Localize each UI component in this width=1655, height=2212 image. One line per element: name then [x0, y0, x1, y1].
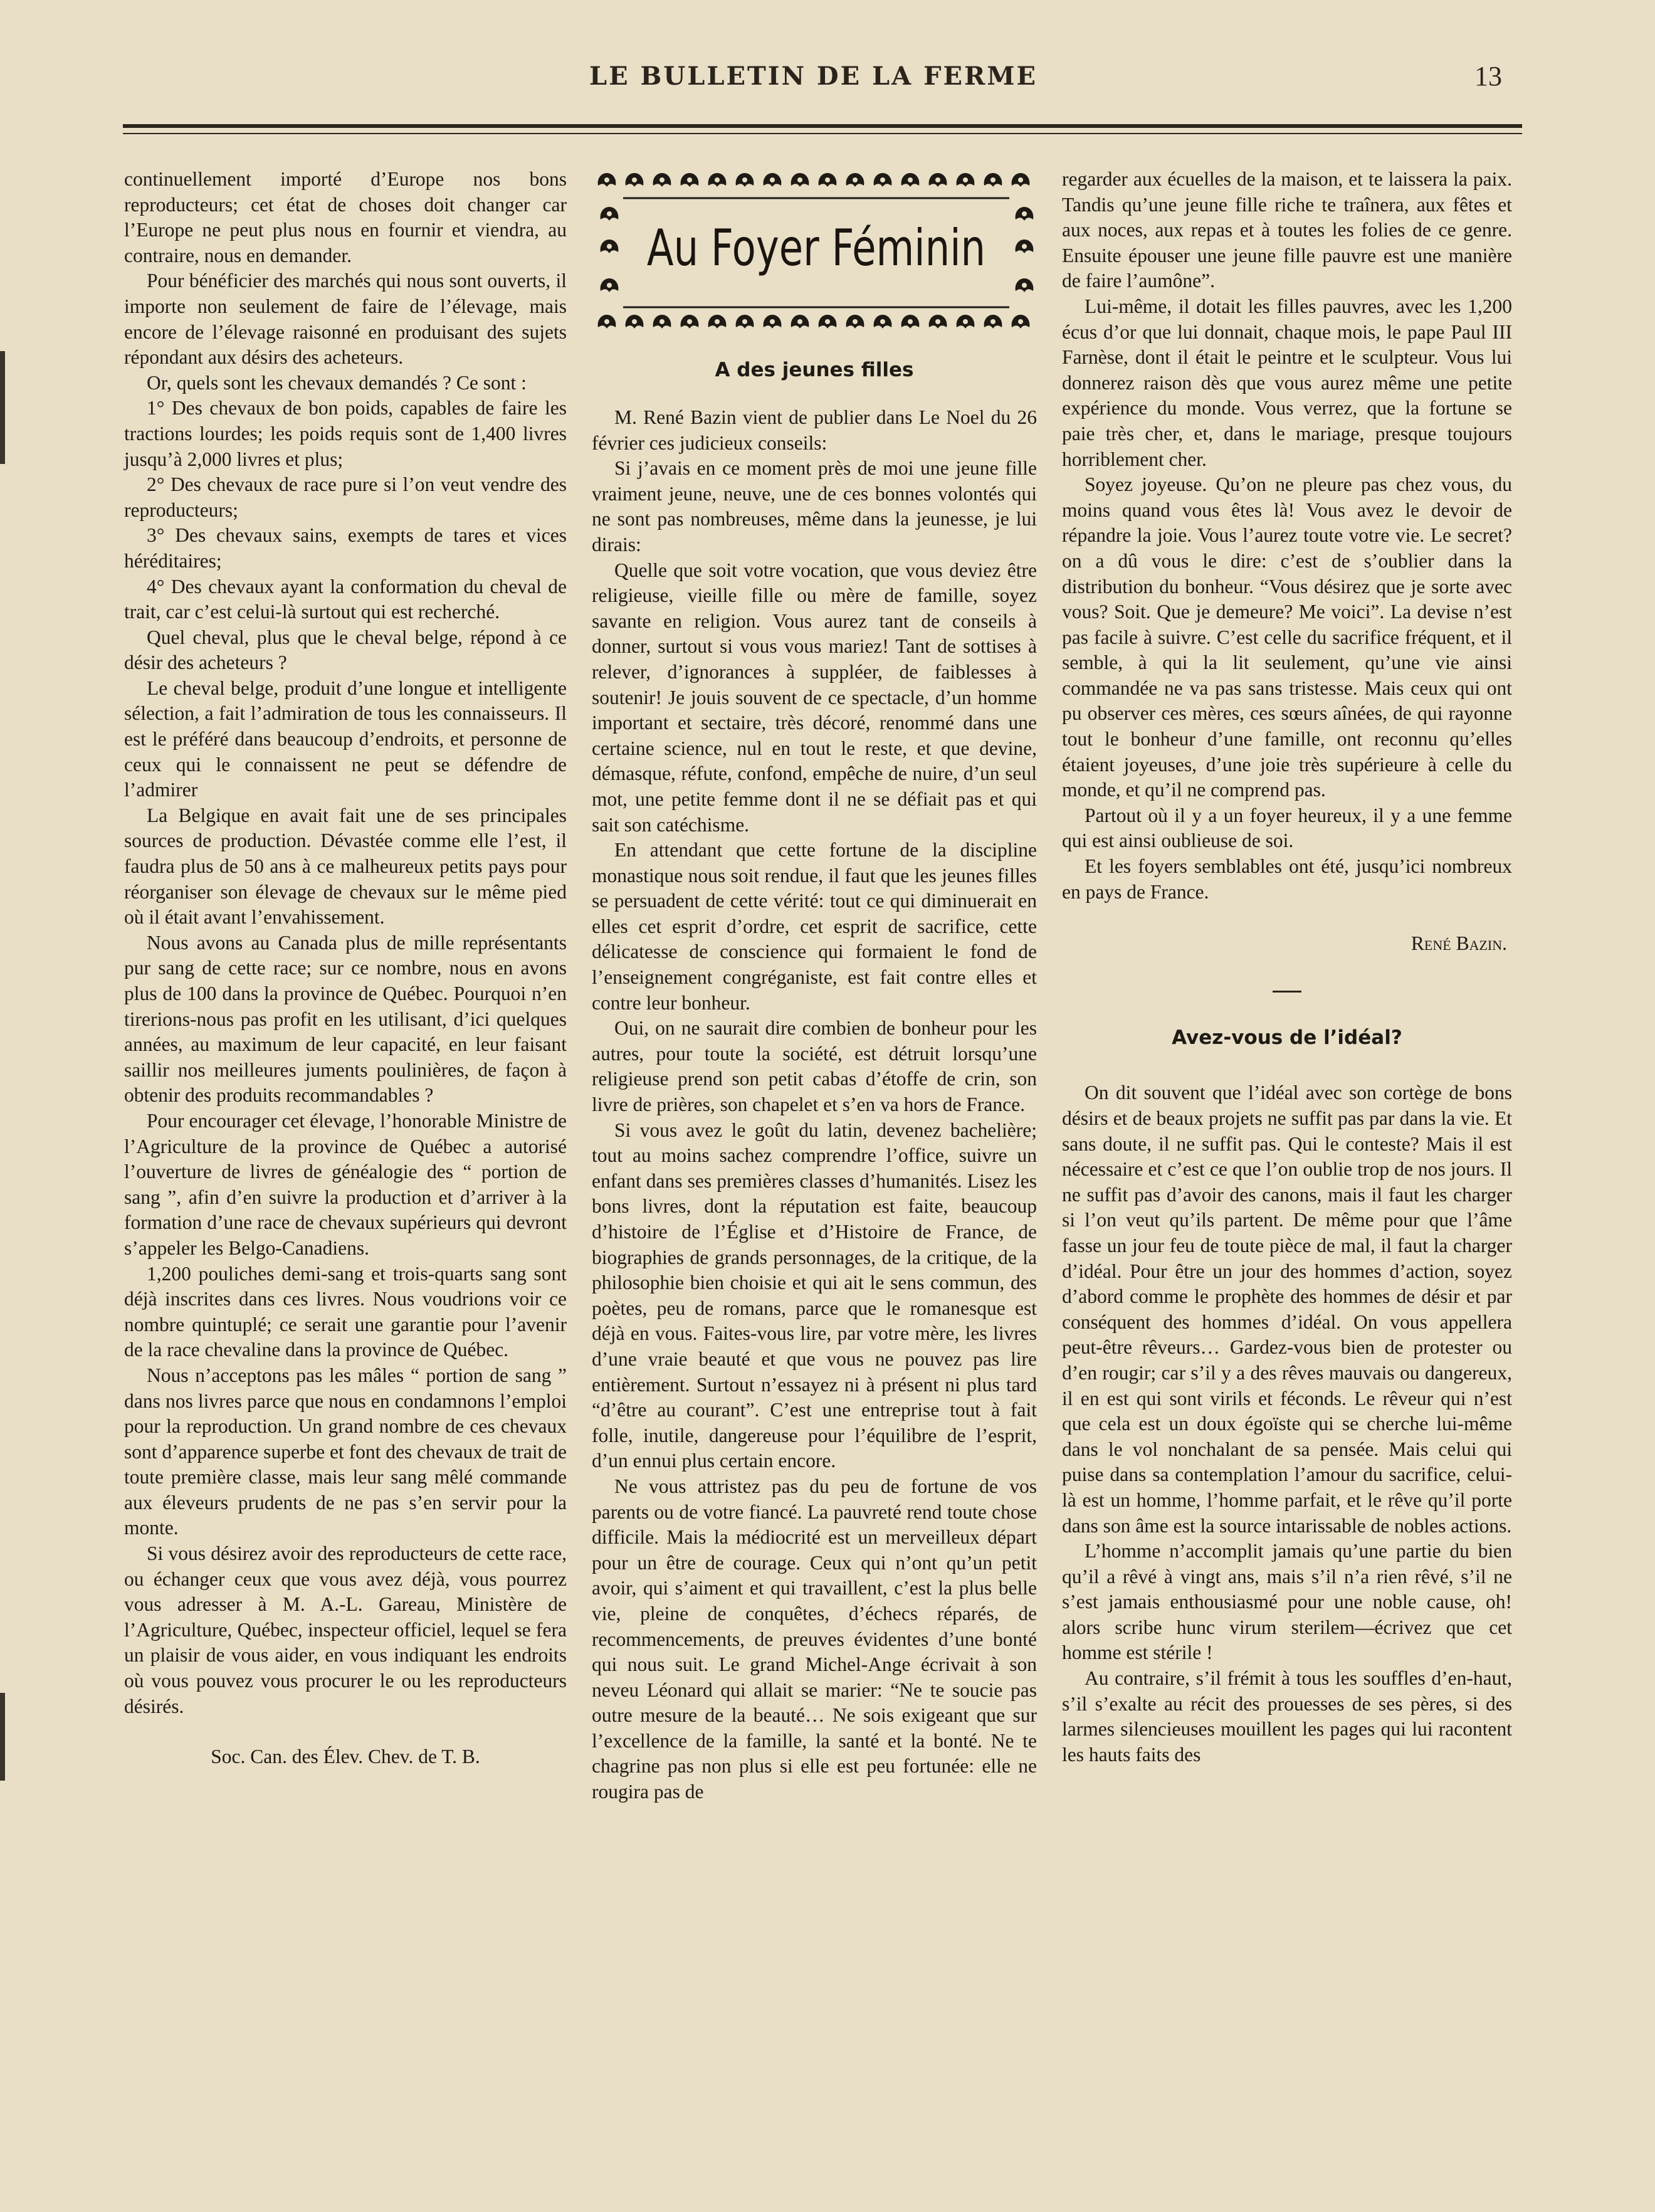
paragraph: regarder aux écuelles de la maison, et te laissera la paix. Tandis qu’une jeune fille riche te traînera, aux fêtes et aux noces, aux repas et à toutes les folies de ce genre. Ensuite épouser une jeune fille pauvre est une manière de faire l’aumône”.	[1062, 168, 1512, 292]
paragraph: Oui, on ne saurait dire combien de bonheur pour les autres, pour toute la société, est détruit lorsqu’une religieuse prend son petit cabas d’étoffe de crin, son livre de prières, son chapelet et s’en va hors de France.	[592, 1017, 1037, 1116]
paragraph: Lui-même, il dotait les filles pauvres, avec les 1,200 écus d’or que lui donnait, chaque mois, le pape Paul III Farnèse, dont il était le peintre et le sculpteur. Vous lui donnerez raison dès que vous aurez même une petite expérience du monde. Vous verrez, que la fortune se paie très cher, et, dans le mariage, presque toujours horriblement cher.	[1062, 295, 1512, 470]
paragraph: Pour bénéficier des marchés qui nous sont ouverts, il importe non seulement de faire de l’élevage, mais encore de l’élevage raisonné en produisant des sujets répondant aux désirs des acheteurs.	[124, 270, 567, 369]
article-heading: Avez-vous de l’idéal?	[1172, 1026, 1402, 1049]
paragraph: 4° Des chevaux ayant la conformation du cheval de trait, car c’est celui-là surtout qui est recherché.	[124, 575, 567, 623]
paragraph: Si vous désirez avoir des reproducteurs de cette race, ou échanger ceux que vous avez déjà, vous pourrez vous adresser à M. A.-L. Gareau, Ministère de l’Agriculture, Québec, inspecteur officiel, lequel se fera un plaisir de vous aider, en vous indiquant les endroits où vous pouvez vous procurer le ou les reproducteurs désirés.	[124, 1542, 567, 1717]
paragraph: Quelle que soit votre vocation, que vous deviez être religieuse, vieille fille ou mère de famille, soyez savante en religion. Vous aurez tant de conseils à donner, surtout si vous vous mariez! Tant de sottises à relever, d’ignorances à suppléer, de faiblesses à soutenir! Je jouis souvent de ce spectacle, d’un homme important et sectaire, très décoré, renommé dans une certaine science, nul en tout le reste, et que devine, démasque, réfute, confond, empêche de nuire, d’un seul mot, une petite femme dont il ne se défiait pas et qui sait son catéchisme.	[592, 559, 1037, 836]
header-rule-thin	[123, 133, 1522, 134]
paragraph: Nous n’acceptons pas les mâles “ portion de sang ” dans nos livres parce que nous en condamnons l’emploi pour la reproduction. Un grand nombre de ces chevaux sont d’apparence superbe et font des chevaux de trait de toute première classe, mais leur sang mêlé commande aux éleveurs prudents de ne pas s’en servir pour la monte.	[124, 1364, 567, 1539]
paragraph: 1° Des chevaux de bon poids, capables de faire les tractions lourdes; les poids requis sont de 1,400 livres jusqu’à 2,000 livres et plus;	[124, 397, 567, 470]
page-header-title: LE BULLETIN DE LA FERME	[589, 61, 1038, 91]
section-divider	[1273, 991, 1301, 993]
section-banner-title: Au Foyer Féminin	[646, 219, 986, 277]
paragraph: Si j’avais en ce moment près de moi une jeune fille vraiment jeune, neuve, une de ces bonnes volontés qui ne sont pas nombreuses, même dans la jeunesse, je lui dirais:	[592, 457, 1037, 556]
paragraph: Le cheval belge, produit d’une longue et intelligente sélection, a fait l’admiration de tous les connaisseurs. Il est le préféré dans beaucoup d’endroits, et personne de ceux qui le connaissent ne peut se défendre de l’admirer	[124, 677, 567, 801]
section-banner	[596, 167, 1037, 340]
paragraph: Soyez joyeuse. Qu’on ne pleure pas chez vous, du moins quand vous êtes là! Vous avez le devoir de répandre la joie. Vous l’aurez toute votre vie. Le secret? on a dû vous le dire: c’est de s’oublier dans la distribution du bonheur. “Vous désirez que je sorte avec vous? Soit. Que je demeure? Me voici”. La devise n’est pas facile à suivre. C’est celle du sacrifice fréquent, et il semble, à qui la lit seulement, qu’une vie ainsi commandée ne va pas sans tristesse. Mais ceux qui ont pu observer ces mères, ces sœurs aînées, de qui rayonne tout le bonheur d’une famille, ont reconnu qu’elles étaient joyeuses, d’une joie très supérieure à celle du monde, et qu’il ne comprend pas.	[1062, 473, 1512, 801]
page-number: 13	[1474, 61, 1502, 92]
paragraph: On dit souvent que l’idéal avec son cortège de bons désirs et de beaux projets ne suffit pas par dans la vie. Et sans doute, il ne suffit pas. Qui le conteste? Mais il est nécessaire et c’est ce que l’on oublie trop de nos jours. Il ne suffit pas d’avoir des canons, mais il faut les charger si l’on veut qu’ils partent. De même pour que l’âme fasse un jour feu de toute pièce de mal, il faut la charger d’idéal. Pour être un jour des hommes d’action, soyez d’abord comme le prophète des hommes de désir et par conséquent des hommes d’idéal. On vous appellera peut-être rêveurs… Gardez-vous bien de protester ou d’en rougir; car s’il y a des rêves mauvais ou dangereux, il en est qui sont virils et féconds. Le rêveur qui n’est que cela est un doux égoïste qui se cherche lui-même dans le vol nonchalant de sa pensée. Mais celui qui puise dans sa contemplation l’amour du sacrifice, celui-là est un homme, l’homme parfait, et le rêve qu’il porte dans son âme est la source intarissable de nobles actions.	[1062, 1082, 1512, 1537]
article-signature: René Bazin.	[1411, 932, 1507, 955]
paragraph: L’homme n’accomplit jamais qu’une partie du bien qu’il a rêvé à vingt ans, mais s’il n’a rien rêvé, s’il ne s’est jamais enthousiasmé pour une noble cause, oh! alors scribe hunc virum sterilem—écrivez que cet homme est stérile !	[1062, 1540, 1512, 1664]
paragraph: Ne vous attristez pas du peu de fortune de vos parents ou de votre fiancé. La pauvreté rend toute chose difficile. Mais la médiocrité est un merveilleux départ pour un être de courage. Ceux qui n’ont qu’un petit avoir, qui s’aiment et qui travaillent, c’est la plus belle vie, pleine de conquêtes, d’échecs réparés, de recommencements, de preuves évidentes d’une bonté qui nous suit. Le grand Michel-Ange écrivait à son neveu Léonard qui allait se marier: “Ne te soucie pas outre mesure de la beauté… Ne sois exigeant que sur l’excellence de la famille, la santé et la bonté. Ne te chagrine pas non plus si elle est peu fortunée: elle ne rougira pas de	[592, 1475, 1037, 1803]
article-heading: A des jeunes filles	[715, 359, 914, 381]
paragraph: Quel cheval, plus que le cheval belge, répond à ce désir des acheteurs ?	[124, 626, 567, 674]
binder-mark	[0, 351, 5, 464]
column-left	[124, 167, 567, 1770]
paragraph: Et les foyers semblables ont été, jusqu’ici nombreux en pays de France.	[1062, 855, 1512, 903]
header-rule	[123, 124, 1522, 128]
column-middle	[592, 405, 1037, 1805]
paragraph: 1,200 pouliches demi-sang et trois-quarts sang sont déjà inscrites dans ces livres. Nous voudrions voir ce nombre quintuplé; ce serait une garantie pour l’avenir de la race chevaline dans la province de Québec.	[124, 1262, 567, 1361]
paragraph: continuellement importé d’Europe nos bons reproducteurs; cet état de choses doit changer car l’Europe ne peut plus nous en fournir et viendra, au contraire, nous en demander.	[124, 168, 567, 266]
column-right	[1062, 167, 1512, 1767]
paragraph: En attendant que cette fortune de la discipline monastique nous soit rendue, il faut que les jeunes filles se persuadent de cette vérité: tout ce qui diminuerait en elles cet esprit d’ordre, cet esprit de sacrifice, cette délicatesse de conscience qui formaient le fond de l’enseignement congréganiste, est fait contre elles et contre leur bonheur.	[592, 839, 1037, 1014]
paragraph: Au contraire, s’il frémit à tous les souffles d’en-haut, s’il s’exalte au récit des prouesses de ses pères, si des larmes silencieuses mouillent les pages qui lui racontent les hauts faits des	[1062, 1667, 1512, 1766]
paragraph: La Belgique en avait fait une de ses principales sources de production. Dévastée comme elle l’est, il faudra plus de 50 ans à ce malheureux petits pays pour réorganiser son élevage de chevaux sur le même pied où il était avant l’envahissement.	[124, 804, 567, 929]
paragraph: Pour encourager cet élevage, l’honorable Ministre de l’Agriculture de la province de Québec a autorisé l’ouverture de livres de généalogie des “ portion de sang ”, afin d’en suivre la production et d’arriver à la formation d’une race de chevaux supérieurs qui devront s’appeler les Belgo-Canadiens.	[124, 1109, 567, 1259]
paragraph: Si vous avez le goût du latin, devenez bachelière; tout au moins sachez comprendre l’office, suivre un enfant dans ses premières classes d’humanités. Lisez les bons livres, dont la réputation est faite, beaucoup d’histoire de l’Église et d’Histoire de France, de biographies de grands personnages, de la critique, de la philosophie bien choisie et qui ait le sens commun, des poètes, peu de romans, parce que le romanesque est déjà en vous. Faites-vous lire, par votre mère, les livres d’une vraie beauté et que vous ne pouvez pas lire entièrement. Surtout n’essayez ni à présent ni plus tard “d’être au courant”. C’est une entreprise tout à fait folle, inutile, dangereuse pour l’équilibre de l’esprit, d’un ennui plus certain encore.	[592, 1119, 1037, 1472]
paragraph: Partout où il y a un foyer heureux, il y a une femme qui est ainsi oublieuse de soi.	[1062, 804, 1512, 852]
binder-mark	[0, 1693, 5, 1781]
article-signature: Soc. Can. des Élev. Chev. de T. B.	[211, 1746, 480, 1768]
paragraph: Nous avons au Canada plus de mille représentants pur sang de cette race; sur ce nombre, nous en avons plus de 100 dans la province de Québec. Pourquoi n’en tirerions-nous pas profit en les utilisant, d’ici quelques années, au maximum de leur capacité, en leur faisant saillir nos meilleures juments poulinières, de façon à obtenir des produits recommandables ?	[124, 931, 567, 1107]
paragraph: Or, quels sont les chevaux demandés ? Ce sont :	[147, 371, 527, 394]
paragraph: 2° Des chevaux de race pure si l’on veut vendre des reproducteurs;	[124, 473, 567, 521]
paragraph: 3° Des chevaux sains, exempts de tares et vices héréditaires;	[124, 524, 567, 572]
paragraph: M. René Bazin vient de publier dans Le Noel du 26 février ces judicieux conseils:	[592, 406, 1037, 454]
